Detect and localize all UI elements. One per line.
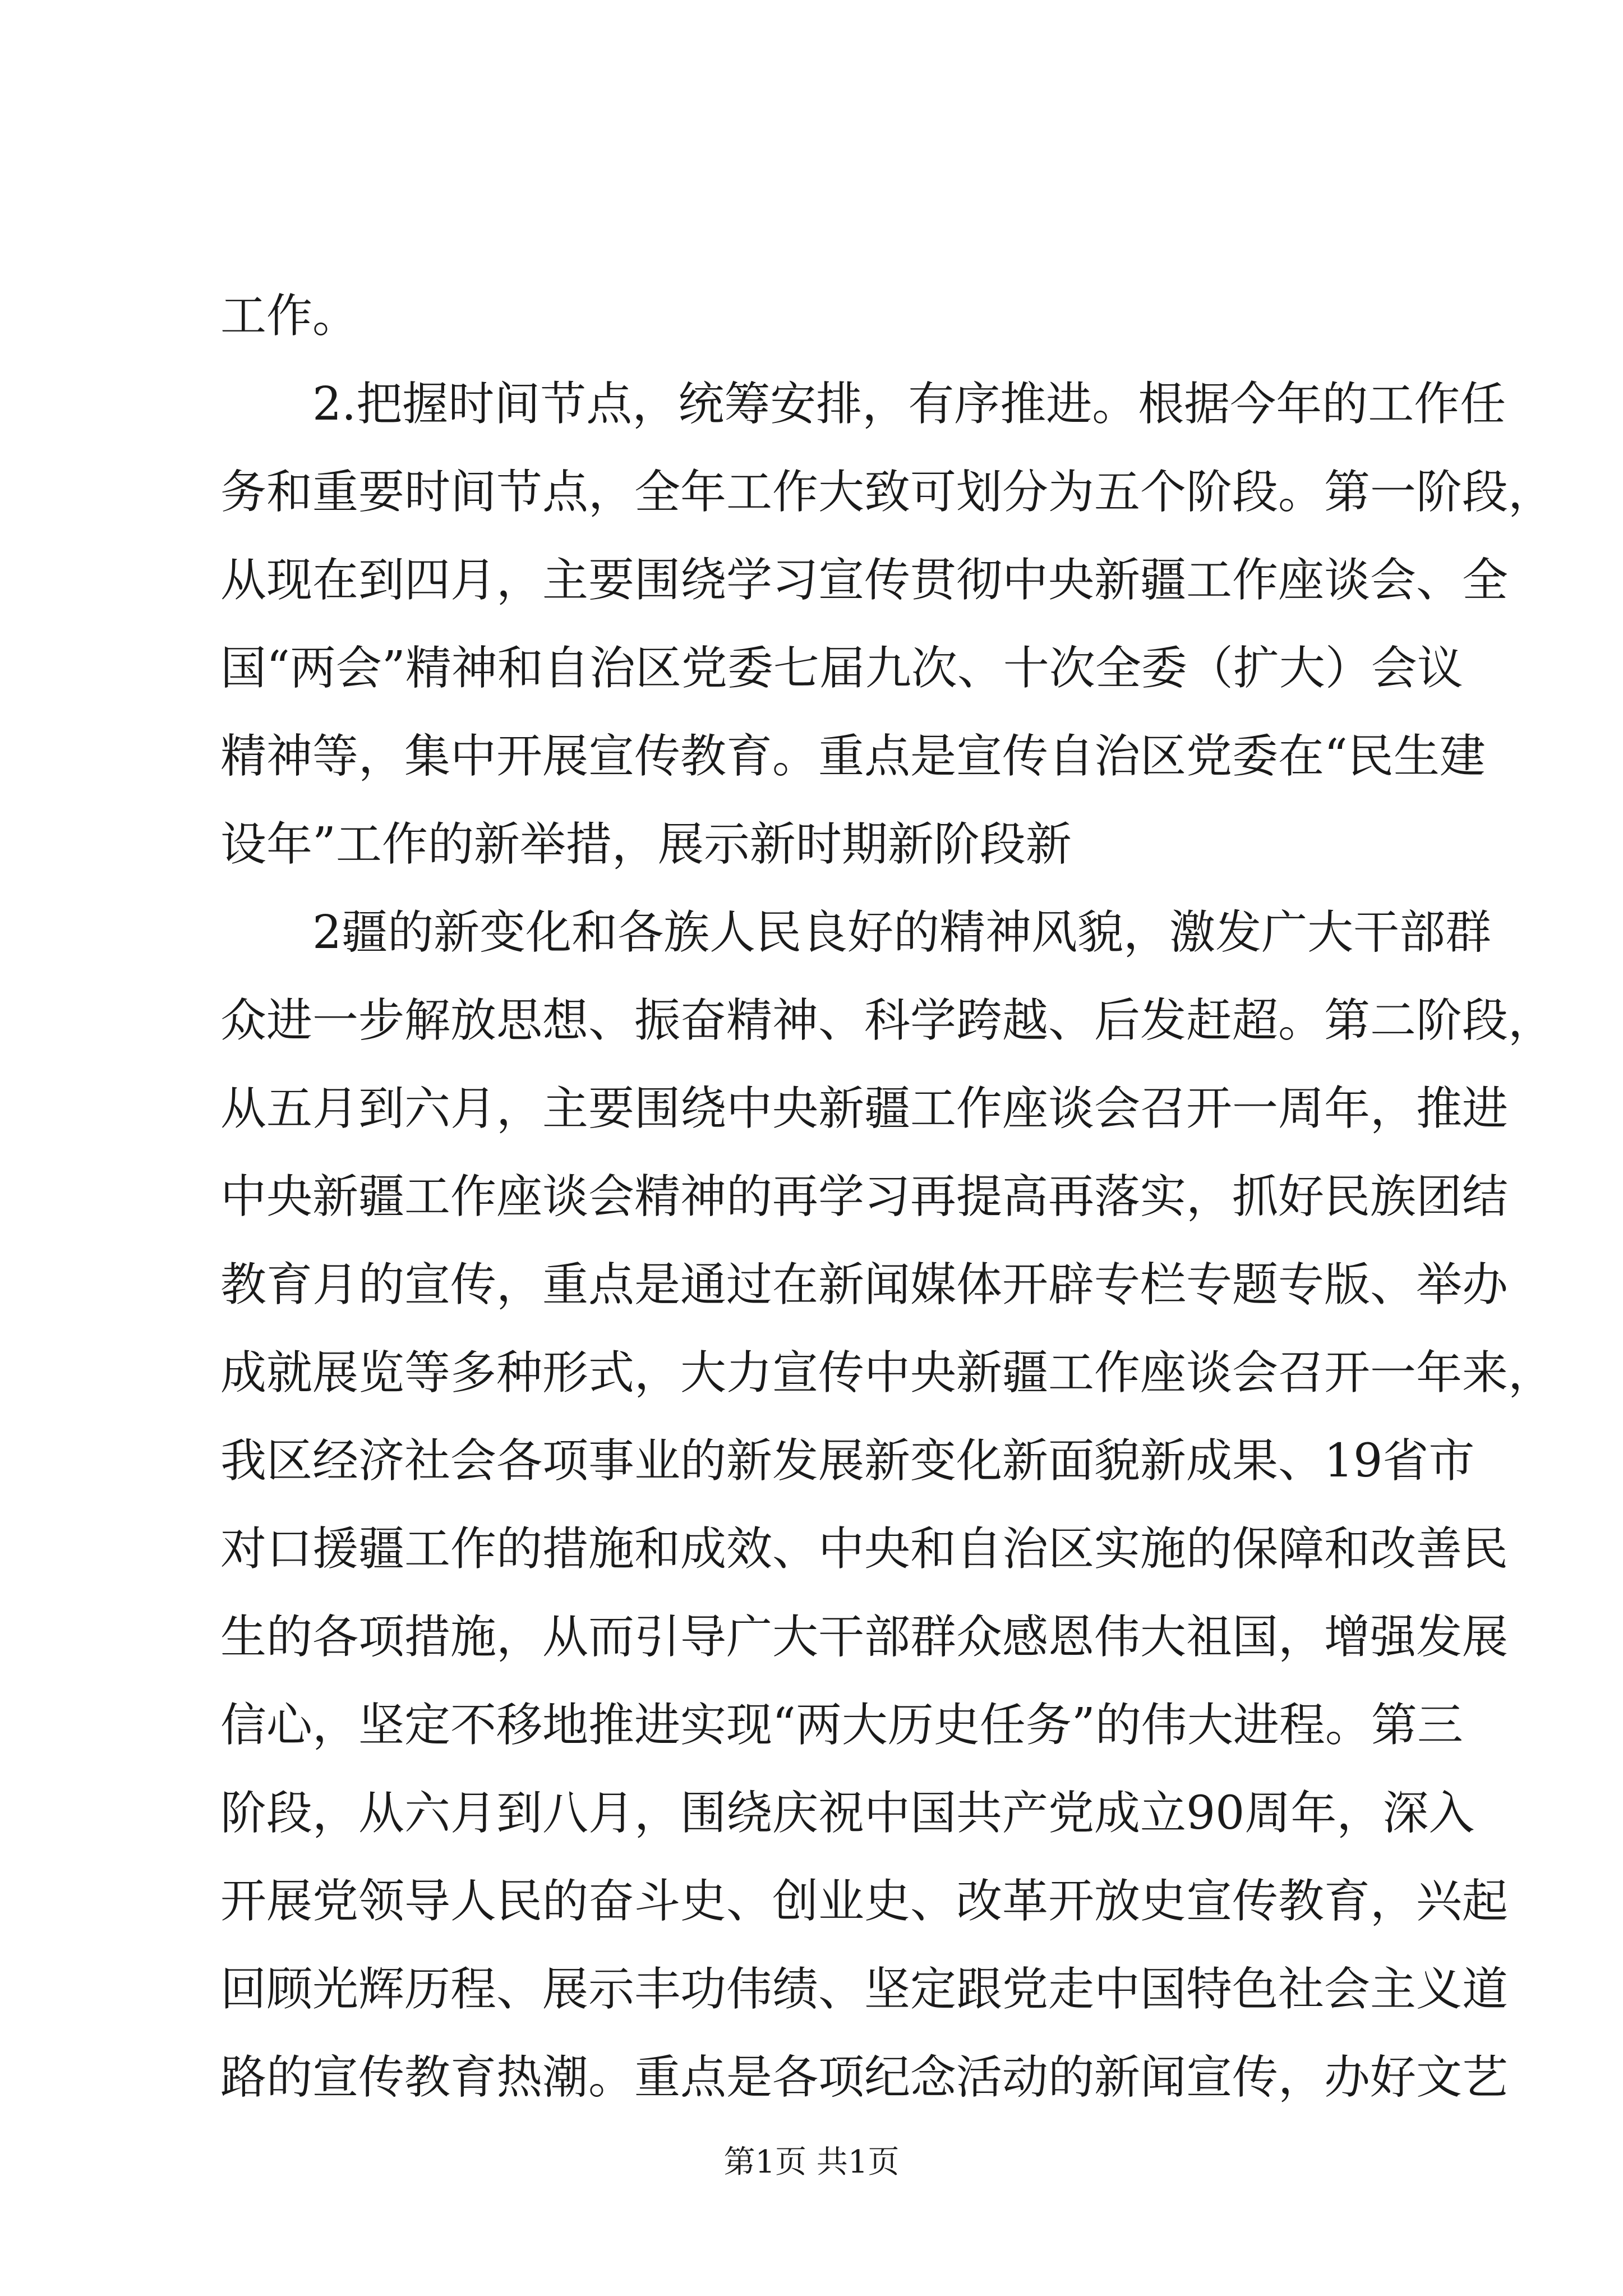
text-line: 从五月到六月，主要围绕中央新疆工作座谈会召开一周年，推进 [220,1082,1509,1135]
text-line: 路的宣传教育热潮。重点是各项纪念活动的新闻宣传，办好文艺 [220,2051,1509,2104]
text-line: 设年”工作的新举措，展示新时期新阶段新 [220,818,1072,871]
text-line: 中央新疆工作座谈会精神的再学习再提高再落实，抓好民族团结 [220,1170,1509,1223]
text-line: 回顾光辉历程、展示丰功伟绩、坚定跟党走中国特色社会主义道 [220,1963,1509,2016]
text-line: 2疆的新变化和各族人民良好的精神风貌，激发广大干部群 [312,906,1492,959]
text-line: 阶段，从六月到八月，围绕庆祝中国共产党成立90周年，深入 [220,1787,1475,1840]
text-line: 务和重要时间节点，全年工作大致可划分为五个阶段。第一阶段， [220,466,1555,519]
text-line: 2.把握时间节点，统筹安排，有序推进。根据今年的工作任 [312,378,1506,431]
text-line: 生的各项措施，从而引导广大干部群众感恩伟大祖国，增强发展 [220,1611,1509,1664]
text-line: 我区经济社会各项事业的新发展新变化新面貌新成果、19省市 [220,1434,1475,1488]
page-footer: 第1页 共1页 [723,2144,900,2180]
text-line: 对口援疆工作的措施和成效、中央和自治区实施的保障和改善民 [220,1522,1509,1576]
text-line: 开展党领导人民的奋斗史、创业史、改革开放史宣传教育，兴起 [220,1875,1509,1928]
text-line: 精神等，集中开展宣传教育。重点是宣传自治区党委在“民生建 [220,730,1486,783]
document-body [220,272,1555,2122]
text-line: 从现在到四月，主要围绕学习宣传贯彻中央新疆工作座谈会、全 [220,554,1509,607]
text-line: 国“两会”精神和自治区党委七届九次、十次全委（扩大）会议 [220,642,1463,695]
text-line: 众进一步解放思想、振奋精神、科学跨越、后发赶超。第二阶段， [220,994,1555,1047]
text-line: 工作。 [220,289,359,343]
text-line: 信心，坚定不移地推进实现“两大历史任务”的伟大进程。第三 [220,1699,1463,1752]
text-line: 教育月的宣传，重点是通过在新闻媒体开辟专栏专题专版、举办 [220,1258,1509,1312]
text-line: 成就展览等多种形式，大力宣传中央新疆工作座谈会召开一年来， [220,1346,1555,1400]
